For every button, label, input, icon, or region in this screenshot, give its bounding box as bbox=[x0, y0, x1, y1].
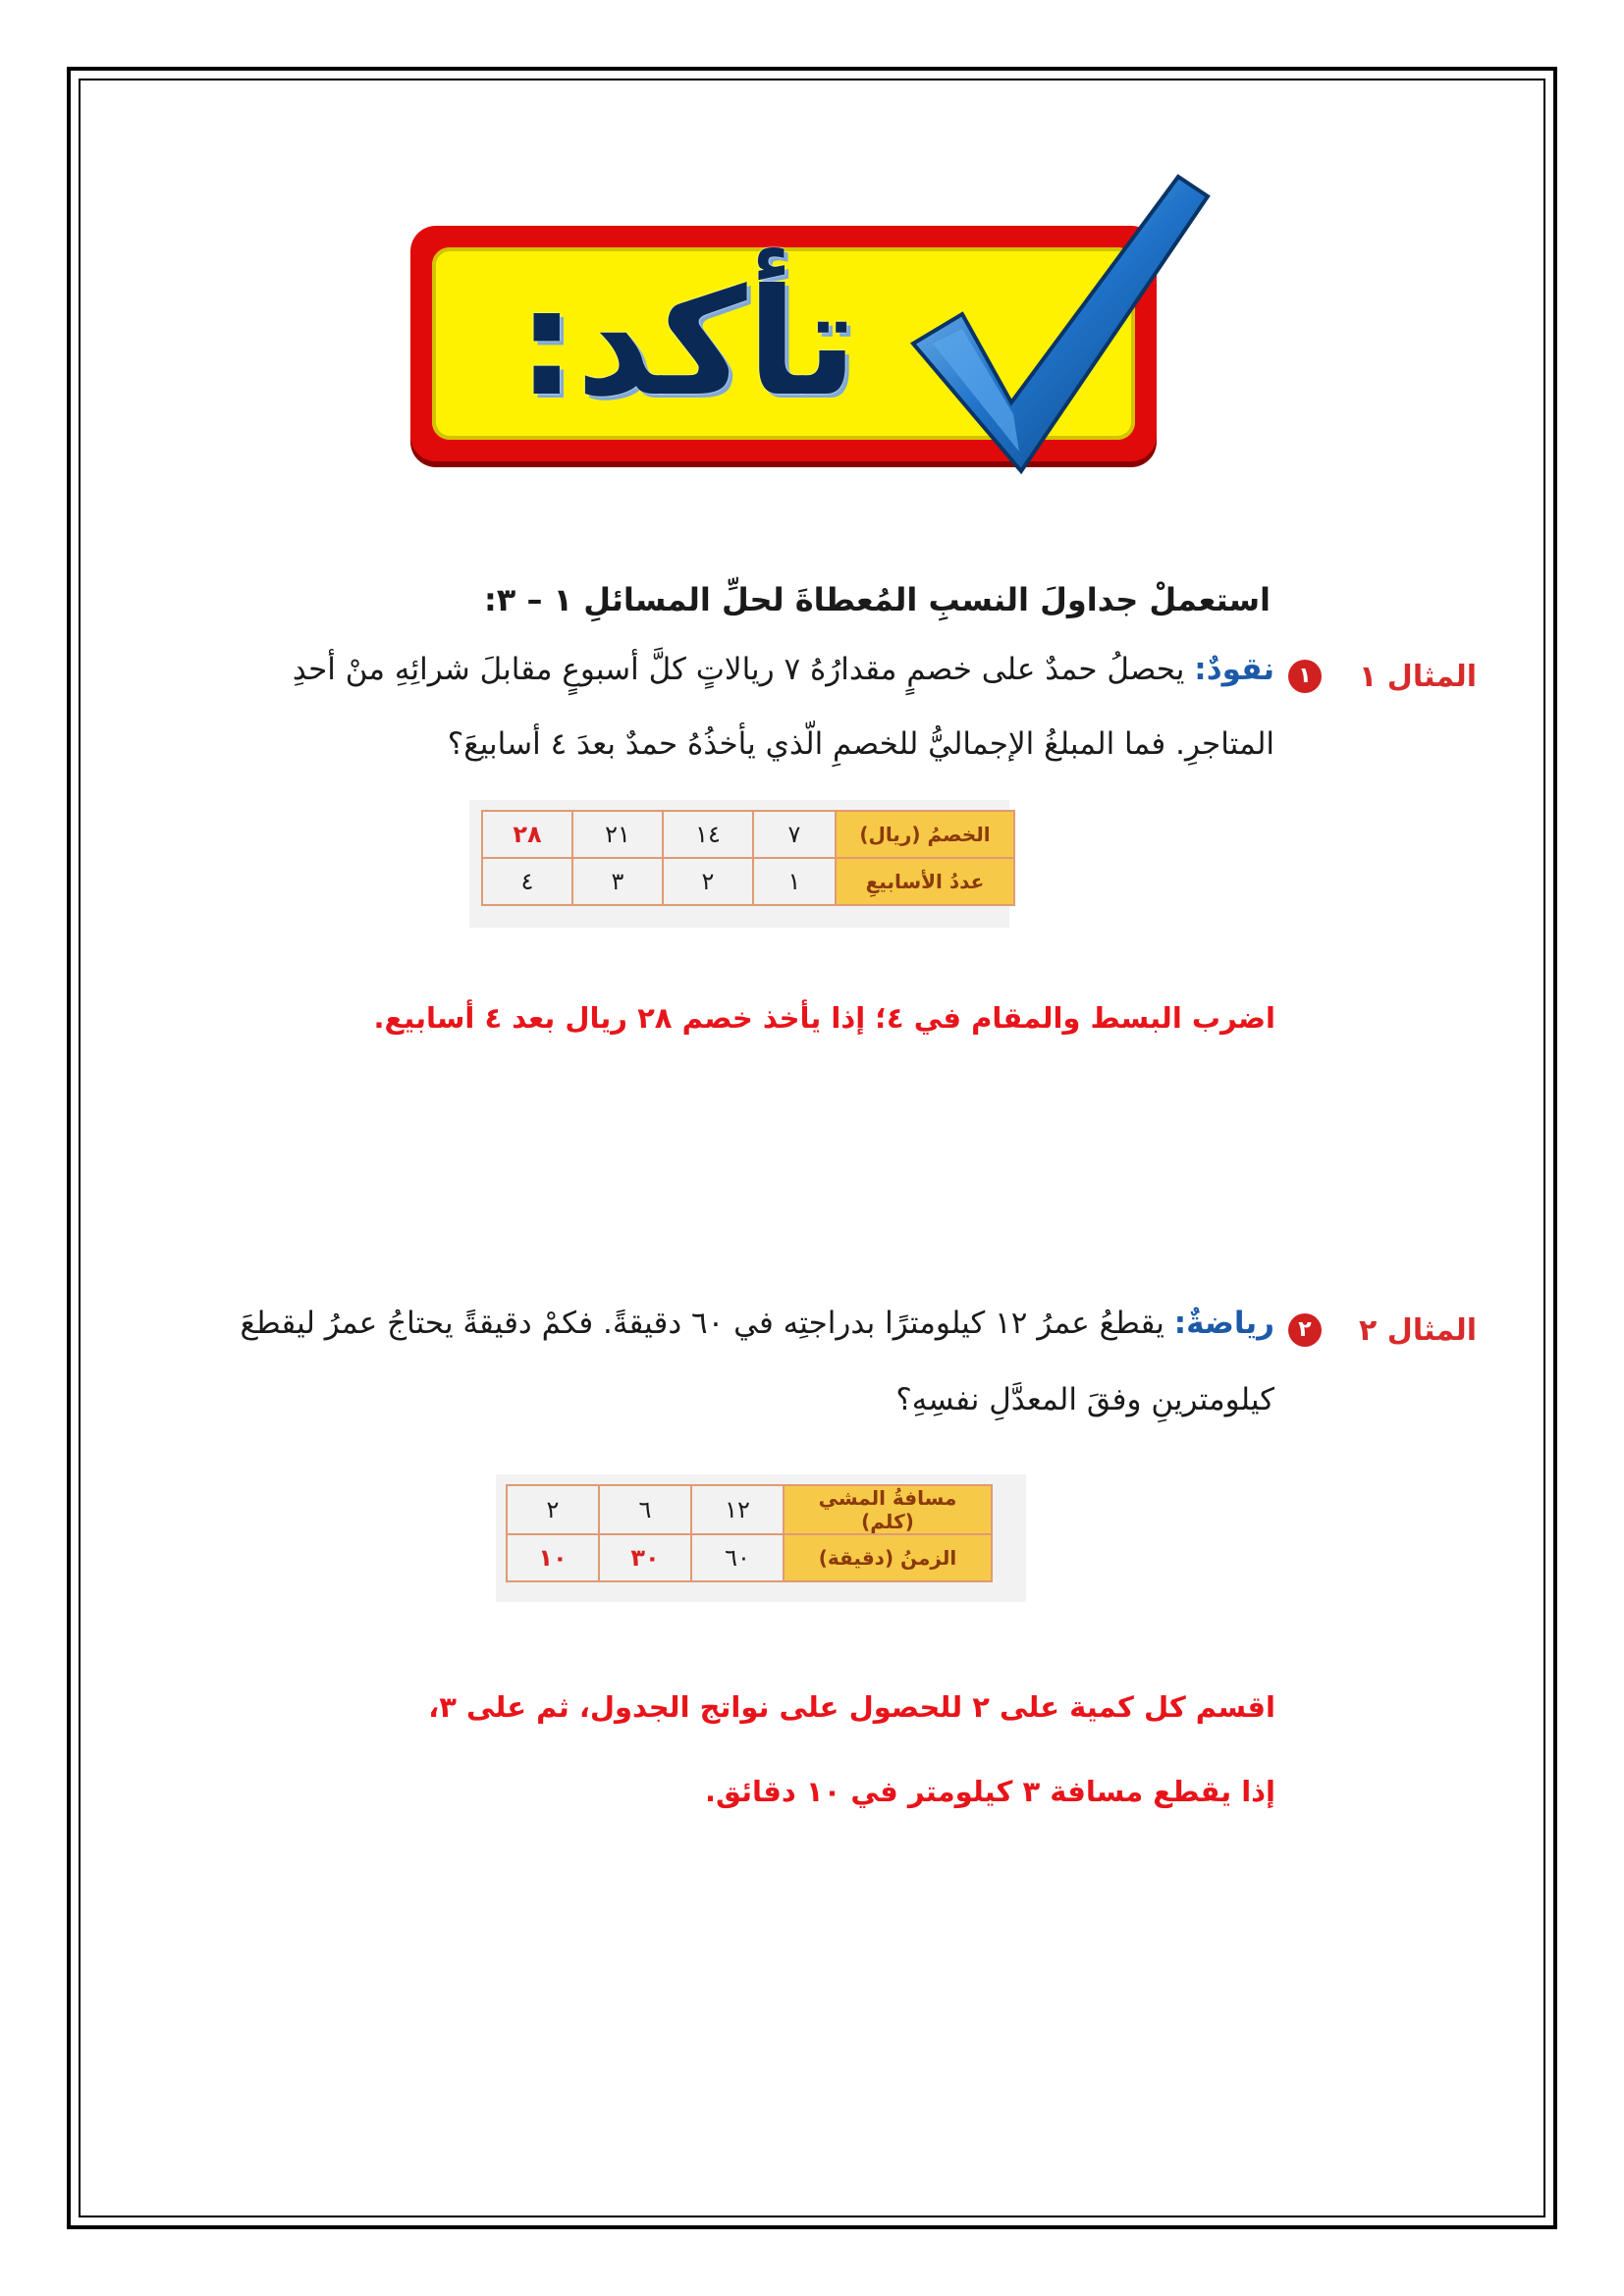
answer-2-line-1: اقسم كل كمية على ٢ للحصول على نواتج الجدول، ثم على ٣، bbox=[428, 1690, 1275, 1724]
table-cell: ٤ bbox=[482, 858, 572, 905]
table-1-header-weeks: عددُ الأسابيعِ bbox=[836, 858, 1014, 905]
ratio-table-1 bbox=[481, 810, 1015, 906]
problem-1-line-2: المتاجرِ. فما المبلغُ الإجماليُّ للخصمِ الّذي يأخذُهُ حمدٌ بعدَ ٤ أسابيعَ؟ bbox=[447, 726, 1274, 762]
table-2-header-distance: مسافةُ المشي (كلم) bbox=[784, 1485, 992, 1534]
table-2-header-time: الزمنُ (دقيقة) bbox=[784, 1534, 992, 1581]
problem-1-keyword: نقودٌ: bbox=[1194, 652, 1274, 687]
problem-2-keyword: رياضةٌ: bbox=[1173, 1306, 1274, 1341]
answer-1: اضرب البسط والمقام في ٤؛ إذا يأخذ خصم ٢٨ ريال بعد ٤ أسابيع. bbox=[373, 1001, 1275, 1035]
table-cell: ٢ bbox=[507, 1485, 599, 1534]
table-cell: ٣ bbox=[572, 858, 663, 905]
table-row bbox=[482, 811, 1014, 858]
problem-2-text-1: يقطعُ عمرُ ١٢ كيلومترًا بدراجتِه في ٦٠ دقيقةً. فكمْ دقيقةً يحتاجُ عمرُ ليقطعَ bbox=[240, 1306, 1164, 1341]
table-cell: ٢ bbox=[663, 858, 753, 905]
table-cell-answer: ٢٨ bbox=[482, 811, 572, 858]
table-row bbox=[482, 858, 1014, 905]
example-2-label: المثال ٢ bbox=[1359, 1313, 1477, 1348]
problem-2-line-2: كيلومترينِ وفقَ المعدَّلِ نفسِهِ؟ bbox=[895, 1382, 1274, 1417]
table-1-header-discount: الخصمُ (ريال) bbox=[836, 811, 1014, 858]
table-cell: ١ bbox=[753, 858, 836, 905]
checkmark-icon bbox=[893, 157, 1218, 491]
table-cell: ٢١ bbox=[572, 811, 663, 858]
problem-1-line-1 bbox=[293, 652, 1274, 687]
table-cell-answer: ١٠ bbox=[507, 1534, 599, 1581]
table-cell: ٦٠ bbox=[691, 1534, 784, 1581]
table-row bbox=[507, 1534, 992, 1581]
ratio-table-2 bbox=[506, 1484, 993, 1582]
problem-1-text-1: يحصلُ حمدٌ على خصمٍ مقدارُهُ ٧ ريالاتٍ كلَّ أسبوعٍ مقابلَ شرائِهِ منْ أحدِ bbox=[292, 652, 1185, 687]
table-cell: ٧ bbox=[753, 811, 836, 858]
table-row bbox=[507, 1485, 992, 1534]
example-1-label: المثال ١ bbox=[1359, 660, 1477, 694]
table-cell: ٦ bbox=[599, 1485, 691, 1534]
problem-1-number-badge: ١ bbox=[1288, 660, 1322, 693]
check-banner bbox=[403, 196, 1208, 491]
problem-2-line-1 bbox=[240, 1306, 1274, 1341]
instruction-heading: استعملْ جداولَ النسبِ المُعطاةَ لحلِّ المسائلِ ١ – ٣: bbox=[483, 581, 1271, 618]
banner-title: تأكد: bbox=[516, 258, 858, 429]
table-cell-answer: ٣٠ bbox=[599, 1534, 691, 1581]
table-cell: ١٤ bbox=[663, 811, 753, 858]
table-cell: ١٢ bbox=[691, 1485, 784, 1534]
problem-2-number-badge: ٢ bbox=[1288, 1313, 1322, 1347]
answer-2-line-2: إذا يقطع مسافة ٣ كيلومتر في ١٠ دقائق. bbox=[704, 1775, 1275, 1808]
